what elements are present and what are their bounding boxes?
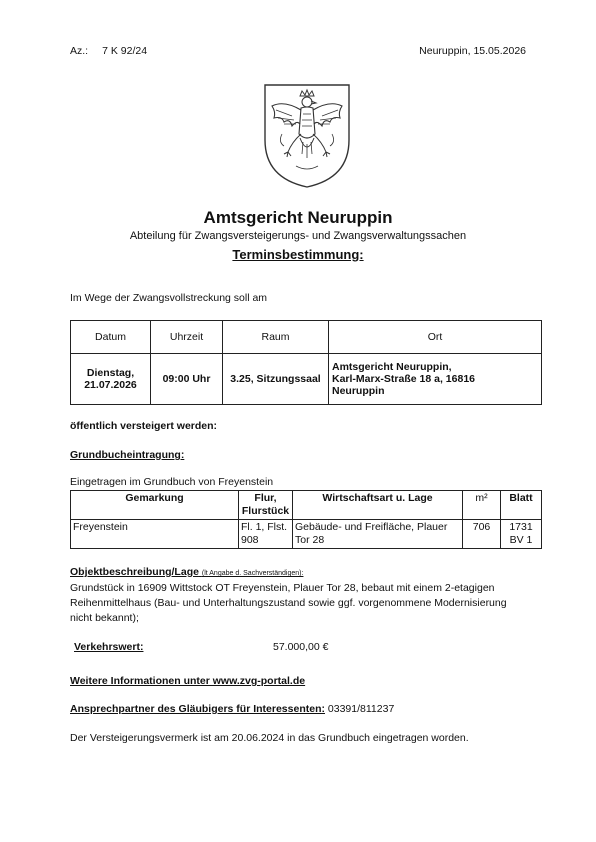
objekt-line: Grundstück in 16909 Wittstock OT Freyenstein, Plauer Tor 28, bebaut mit einem 2-etagigen <box>70 582 495 594</box>
cell-ort <box>329 354 542 405</box>
objekt-heading-label: Objektbeschreibung/Lage <box>70 566 199 578</box>
header-raum: Raum <box>223 321 329 354</box>
verkehrswert-label: Verkehrswert: <box>74 641 144 653</box>
outcome-text: öffentlich versteigert werden: <box>70 420 218 432</box>
cell-blatt <box>501 520 542 549</box>
court-department: Abteilung für Zwangsversteigerungs- und Zwangsverwaltungssachen <box>129 230 467 242</box>
appointment-table <box>70 320 542 405</box>
appointment-header-row <box>71 321 542 354</box>
eagle-coat-of-arms-icon <box>262 82 352 190</box>
verkehrswert-value: 57.000,00 € <box>273 641 329 653</box>
cell-datum <box>71 354 151 405</box>
contact-label: Ansprechpartner des Gläubigers für Interessenten: <box>70 703 325 715</box>
objekt-description <box>70 581 540 626</box>
grundbuch-heading: Grundbucheintragung: <box>70 449 185 461</box>
wirtschaftsart-line: Tor 28 <box>295 534 325 546</box>
contact-phone: 03391/811237 <box>327 703 395 715</box>
cell-uhrzeit: 09:00 Uhr <box>151 354 223 405</box>
ort-line: Amtsgericht Neuruppin, <box>332 361 452 373</box>
header-blatt: Blatt <box>501 491 542 520</box>
header-uhrzeit: Uhrzeit <box>151 321 223 354</box>
ort-line: Karl-Marx-Straße 18 a, 16816 <box>332 373 475 385</box>
court-name: Amtsgericht Neuruppin <box>203 208 393 227</box>
grundbuch-row <box>71 520 542 549</box>
blatt-line: BV 1 <box>509 534 533 546</box>
header-datum: Datum <box>71 321 151 354</box>
creditor-contact <box>70 703 394 715</box>
grundbuch-header-row <box>71 491 542 520</box>
file-reference <box>70 45 161 57</box>
vermerk-text: Der Versteigerungsvermerk ist am 20.06.2024 in das Grundbuch eingetragen worden. <box>70 732 469 744</box>
intro-text: Im Wege der Zwangsvollstreckung soll am <box>70 292 268 304</box>
blatt-line: 1731 <box>509 521 533 533</box>
objekt-line: nicht bekannt); <box>70 612 139 624</box>
flur-line: 908 <box>241 534 259 546</box>
cell-wirtschaftsart <box>293 520 463 549</box>
file-reference-label: Az.: <box>70 45 89 57</box>
datum-date: 21.07.2026 <box>84 379 137 391</box>
objekt-heading-note: (lt Angabe d. Sachverständigen): <box>201 570 304 577</box>
datum-weekday: Dienstag, <box>86 367 135 379</box>
cell-qm: 706 <box>463 520 501 549</box>
cell-gemarkung: Freyenstein <box>71 520 239 549</box>
cell-raum: 3.25, Sitzungssaal <box>223 354 329 405</box>
info-link[interactable]: Weitere Informationen unter www.zvg-portal.de <box>70 675 306 687</box>
header-wirtschaftsart: Wirtschaftsart u. Lage <box>293 491 463 520</box>
header-flur <box>239 491 293 520</box>
place-date: Neuruppin, 15.05.2026 <box>419 45 526 57</box>
header-gemarkung: Gemarkung <box>71 491 239 520</box>
cell-flur <box>239 520 293 549</box>
appointment-row <box>71 354 542 405</box>
grundbuch-table <box>70 490 542 549</box>
ort-line: Neuruppin <box>332 385 385 397</box>
grundbuch-intro: Eingetragen im Grundbuch von Freyenstein <box>70 476 274 488</box>
header-ort: Ort <box>329 321 542 354</box>
objekt-line: Reihenmittelhaus (Bau- und Unterhaltungszustand sowie ggf. vorgenommene Modernisierung <box>70 597 507 609</box>
wirtschaftsart-line: Gebäude- und Freifläche, Plauer <box>295 521 448 533</box>
file-reference-value: 7 K 92/24 <box>102 45 148 57</box>
header-qm: m² <box>463 491 501 520</box>
objekt-heading <box>70 566 303 578</box>
header-flur-line: Flurstück <box>241 505 290 517</box>
document-title: Terminsbestimmung: <box>232 247 364 262</box>
flur-line: Fl. 1, Flst. <box>241 521 288 533</box>
header-flur-line: Flur, <box>254 492 277 504</box>
